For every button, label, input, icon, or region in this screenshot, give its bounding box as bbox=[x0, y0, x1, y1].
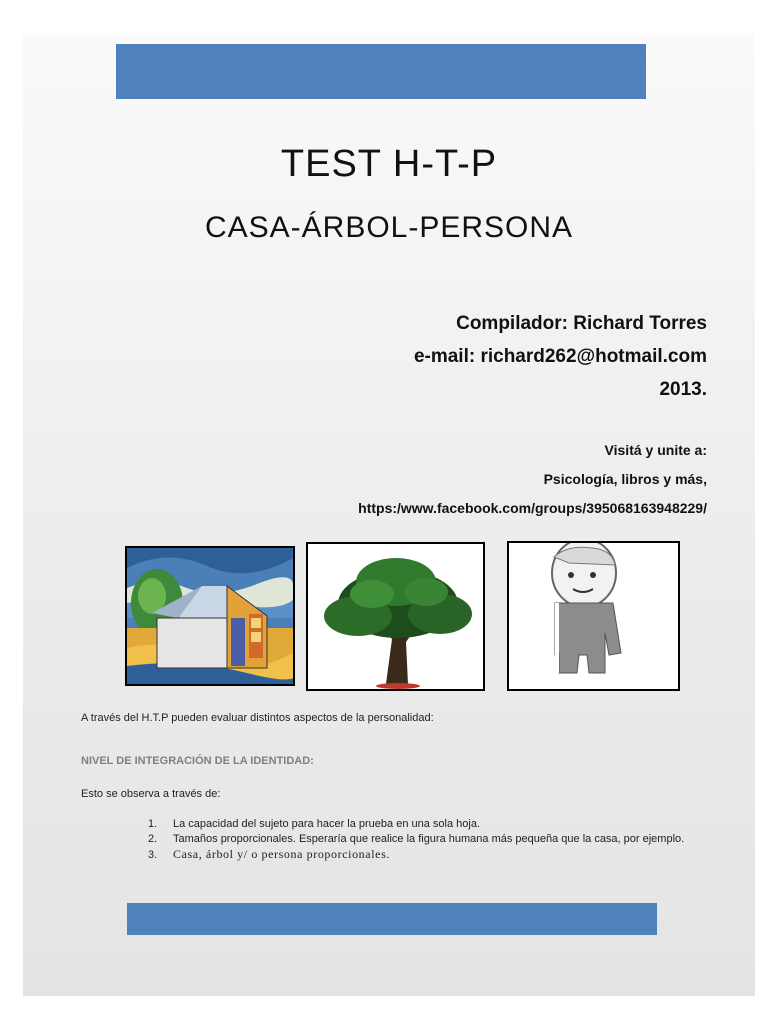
invite-url: https:/www.facebook.com/groups/395068163948229/ bbox=[358, 500, 707, 516]
document-subtitle: CASA-ÁRBOL-PERSONA bbox=[204, 211, 574, 244]
observe-text: Esto se observa a través de: bbox=[81, 788, 221, 800]
list-item bbox=[148, 817, 684, 832]
document-page bbox=[23, 33, 755, 996]
year-line: 2013. bbox=[659, 379, 707, 400]
house-illustration bbox=[125, 546, 295, 686]
section-heading: NIVEL DE INTEGRACIÓN DE LA IDENTIDAD: bbox=[81, 755, 314, 767]
list-number: 1. bbox=[148, 818, 158, 830]
criteria-list bbox=[148, 817, 684, 862]
bottom-blue-band bbox=[127, 903, 657, 935]
author-block bbox=[414, 307, 707, 406]
list-number: 3. bbox=[148, 849, 158, 861]
top-blue-band bbox=[116, 44, 646, 99]
email-line: e-mail: richard262@hotmail.com bbox=[413, 346, 707, 367]
invite-block bbox=[358, 436, 707, 523]
invite-line-1: Visitá y unite a: bbox=[604, 442, 707, 458]
compiler-line: Compilador: Richard Torres bbox=[456, 313, 707, 334]
intro-text: A través del H.T.P pueden evaluar distintos aspectos de la personalidad: bbox=[81, 712, 434, 724]
list-item bbox=[148, 847, 684, 862]
list-text: Casa, árbol y/ o persona proporcionales. bbox=[173, 847, 390, 861]
list-text: La capacidad del sujeto para hacer la prueba en una sola hoja. bbox=[173, 818, 481, 830]
list-item bbox=[148, 832, 684, 847]
list-number: 2. bbox=[148, 833, 158, 845]
list-text: Tamaños proporcionales. Esperaría que realice la figura humana más pequeña que la casa, por ejemplo. bbox=[173, 833, 685, 845]
document-title: TEST H-T-P bbox=[280, 143, 498, 185]
invite-line-2: Psicología, libros y más, bbox=[543, 471, 707, 487]
person-illustration bbox=[507, 541, 680, 691]
tree-illustration bbox=[306, 542, 485, 691]
